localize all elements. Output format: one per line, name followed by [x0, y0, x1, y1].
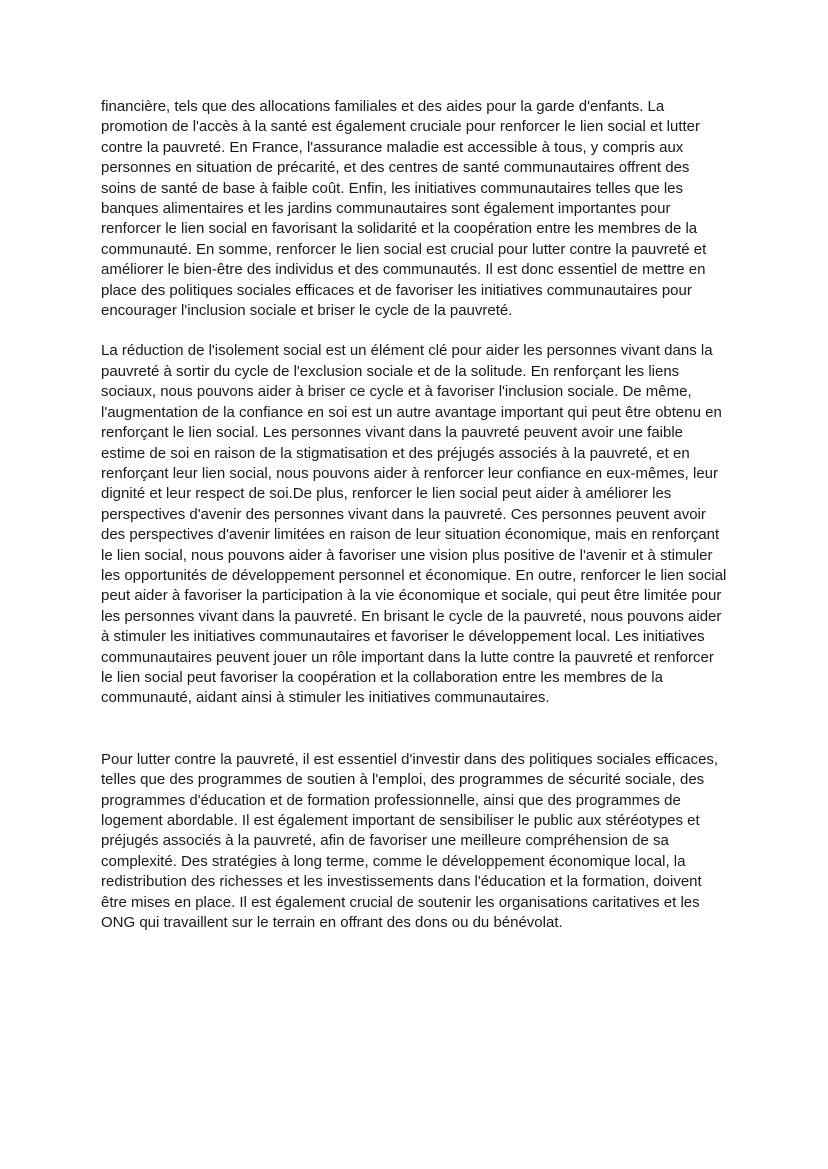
document-body: [101, 97, 727, 933]
paragraph-social-isolation: La réduction de l'isolement social est un élément clé pour aider les personnes vivant dans la pauvreté à sortir du cycle de l'exclusion sociale et de la solitude. En renforçant les liens sociaux, nous pouvons aider à briser ce cycle et à favoriser l'inclusion sociale. De même, l'augmentation de la confiance en soi est un autre avantage important qui peut être obtenu en renforçant le lien social. Les personnes vivant dans la pauvreté peuvent avoir une faible estime de soi en raison de la stigmatisation et des préjugés associés à la pauvreté, et en renforçant leur lien social, nous pouvons aider à renforcer leur confiance en eux-mêmes, leur dignité et leur respect de soi.De plus, renforcer le lien social peut aider à améliorer les perspectives d'avenir des personnes vivant dans la pauvreté. Ces personnes peuvent avoir des perspectives d'avenir limitées en raison de leur situation économique, mais en renforçant le lien social, nous pouvons aider à favoriser une vision plus positive de l'avenir et à stimuler les opportunités de développement personnel et économique. En outre, renforcer le lien social peut aider à favoriser la participation à la vie économique et sociale, qui peut être limitée pour les personnes vivant dans la pauvreté. En brisant le cycle de la pauvreté, nous pouvons aider à stimuler les initiatives communautaires et favoriser le développement local. Les initiatives communautaires peuvent jouer un rôle important dans la lutte contre la pauvreté et renforcer le lien social peut favoriser la coopération et la collaboration entre les membres de la communauté, aidant ainsi à stimuler les initiatives communautaires.: [101, 342, 727, 707]
paragraph-fighting-poverty: Pour lutter contre la pauvreté, il est essentiel d'investir dans des politiques sociales efficaces, telles que des programmes de soutien à l'emploi, des programmes de sécurité sociale, des programmes d'éducation et de formation professionnelle, ainsi que des programmes de logement abordable. Il est également important de sensibiliser le public aux stéréotypes et préjugés associés à la pauvreté, afin de favoriser une meilleure compréhension de sa complexité. Des stratégies à long terme, comme le développement économique local, la redistribution des richesses et les investissements dans l'éducation et la formation, doivent être mises en place. Il est également crucial de soutenir les organisations caritatives et les ONG qui travaillent sur le terrain en offrant des dons ou du bénévolat.: [101, 750, 719, 932]
paragraph-social-policies: financière, tels que des allocations familiales et des aides pour la garde d'enfants. La promotion de l'accès à la santé est également cruciale pour renforcer le lien social et lutter contre la pauvreté. En France, l'assurance maladie est accessible à tous, y compris aux personnes en situation de précarité, et des centres de santé communautaires offrent des soins de santé de base à faible coût. Enfin, les initiatives communautaires telles que les banques alimentaires et les jardins communautaires sont également importantes pour renforcer le lien social en favorisant la solidarité et la coopération entre les membres de la communauté. En somme, renforcer le lien social est crucial pour lutter contre la pauvreté et améliorer le bien-être des individus et des communautés. Il est donc essentiel de mettre en place des politiques sociales efficaces et de favoriser les initiatives communautaires pour encourager l'inclusion sociale et briser le cycle de la pauvreté.: [101, 98, 707, 320]
